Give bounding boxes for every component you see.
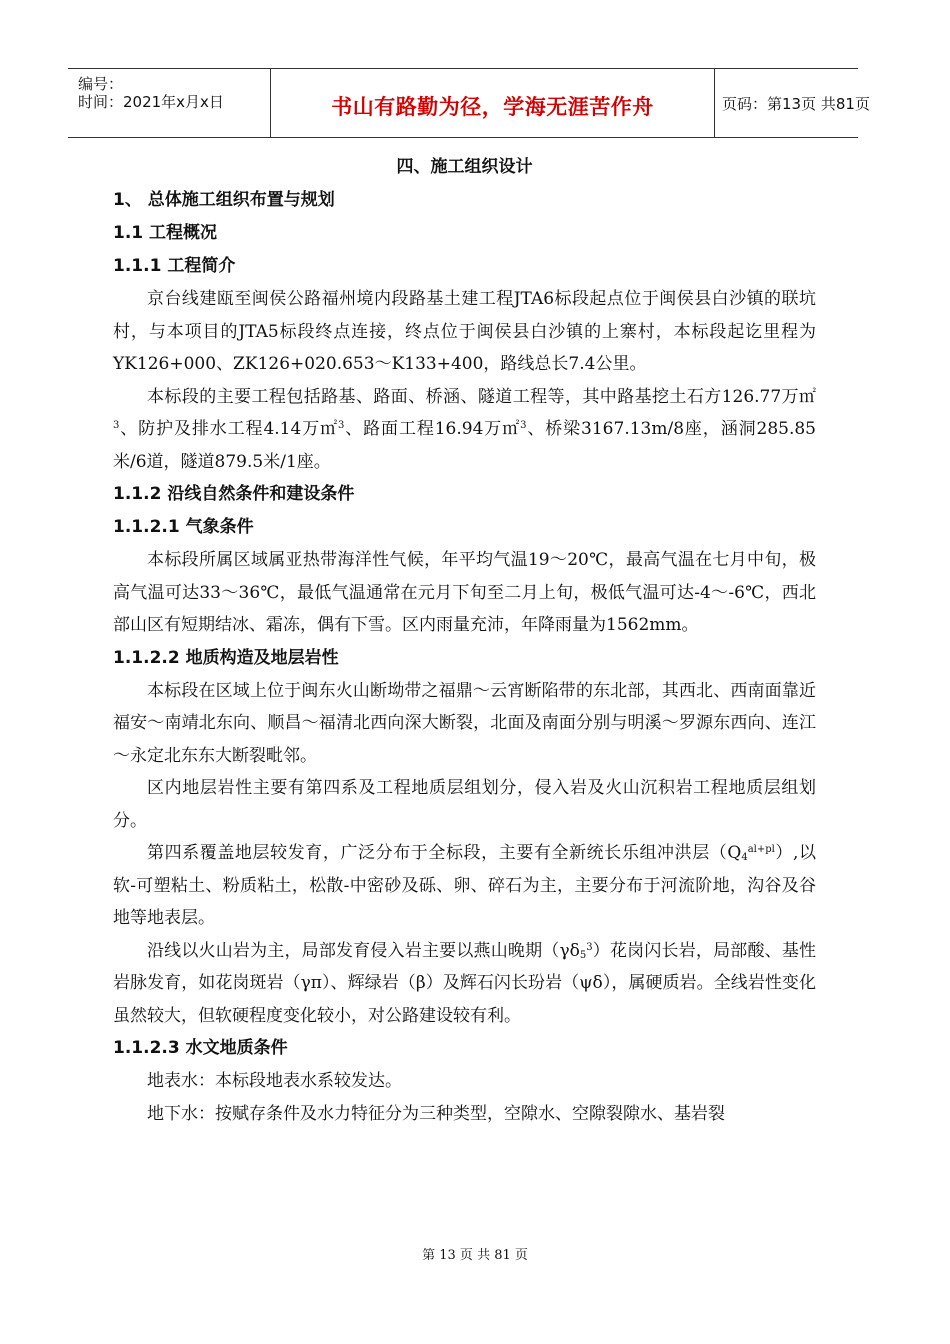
text-span: 、路面工程16.94万㎡ [344, 419, 521, 439]
heading-1-1-2-2: 1.1.2.2 地质构造及地层岩性 [113, 647, 339, 668]
superscript: al+pl [747, 844, 775, 855]
paragraph-main-works [113, 381, 816, 479]
header-page-info: 页码：第13页 共81页 [722, 95, 870, 113]
superscript: 3 [113, 420, 120, 431]
heading-1-1: 1.1 工程概况 [113, 223, 218, 243]
header-motto: 书山有路勤为径，学海无涯苦作舟 [331, 95, 654, 119]
paragraph-strata: 区内地层岩性主要有第四系及工程地质层组划分，侵入岩及火山沉积岩工程地质层组划分。 [113, 778, 816, 831]
text-span: 本标段的主要工程包括路基、路面、桥涵、隧道工程等，其中路基挖土石方126.77万㎡ [147, 386, 816, 407]
page-footer: 第 13 页 共 81 页 [422, 1248, 528, 1263]
paragraph-surface-water: 地表水：本标段地表水系较发达。 [147, 1071, 402, 1091]
document-time-label: 时间：2021年x月x日 [78, 93, 224, 111]
paragraph-groundwater: 地下水：按赋存条件及水力特征分为三种类型，空隙水、空隙裂隙水、基岩裂 [147, 1103, 725, 1124]
header-meta-cell [68, 69, 270, 137]
subscript: 4 [741, 852, 748, 863]
subscript: 5 [579, 949, 587, 961]
document-number-label: 编号： [78, 75, 124, 93]
header-motto-cell [270, 69, 715, 137]
text-span: 沿线以火山岩为主，局部发育侵入岩主要以燕山晚期（γδ [147, 940, 580, 961]
superscript: 3 [520, 420, 527, 431]
header-page-cell [714, 69, 870, 137]
heading-1-1-2-1: 1.1.2.1 气象条件 [113, 517, 254, 537]
heading-1-1-2-3: 1.1.2.3 水文地质条件 [113, 1038, 288, 1058]
heading-1-1-2: 1.1.2 沿线自然条件和建设条件 [113, 484, 355, 504]
text-span: 、防护及排水工程4.14万㎡ [119, 419, 338, 439]
paragraph-quaternary [113, 837, 816, 935]
heading-1: 1、 总体施工组织布置与规划 [113, 190, 335, 210]
paragraph-project-intro: 京台线建瓯至闽侯公路福州境内段路基土建工程JTA6标段起点位于闽侯县白沙镇的联坑村，与本项目的JTA5标段终点连接，终点位于闽侯县白沙镇的上寨村，本标段起讫里程为YK126+000、ZK126+020.653～K133+400，路线总长7.4公里。 [113, 289, 816, 374]
heading-1-1-1: 1.1.1 工程简介 [113, 256, 236, 276]
page-header [68, 68, 870, 138]
paragraph-climate: 本标段所属区域属亚热带海洋性气候，年平均气温19～20℃，最高气温在七月中旬，极高气温可达33～36℃，最低气温通常在元月下旬至二月上旬，极低气温可达-4～-6℃，西北部山区有短期结冰、霜冻，偶有下雪。区内雨量充沛，年降雨量为1562mm。 [113, 550, 816, 635]
document-body [113, 150, 816, 1130]
section-title: 四、施工组织设计 [396, 157, 533, 177]
superscript: 3 [586, 941, 593, 953]
text-span: ）,以软-可塑粘土、粉质粘土，松散-中密砂及砾、卵、碎石为主，主要分布于河流阶地，沟谷及谷地等地表层。 [113, 843, 817, 928]
paragraph-volcanic-rock [113, 935, 816, 1033]
text-span: ）花岗闪长岩，局部酸、基性岩脉发育，如花岗斑岩（γπ）、辉绿岩（β）及辉石闪长玢岩（ψδ），属硬质岩。全线岩性变化虽然较大，但软硬程度变化较小，对公路建设较有利。 [113, 940, 816, 1026]
superscript: 3 [337, 420, 345, 431]
text-span: 第四系覆盖地层较发育，广泛分布于全标段，主要有全新统长乐组冲洪层（Q [147, 843, 742, 863]
text-span: 、桥梁3167.13m/8座，涵洞285.85米/6道，隧道879.5米/1座。 [113, 419, 816, 472]
paragraph-geology-structure: 本标段在区域上位于闽东火山断坳带之福鼎～云宵断陷带的东北部，其西北、西南面靠近福安～南靖北东向、顺昌～福清北西向深大断裂，北面及南面分别与明溪～罗源东西向、连江～永定北东东大断裂毗邻。 [113, 680, 816, 766]
